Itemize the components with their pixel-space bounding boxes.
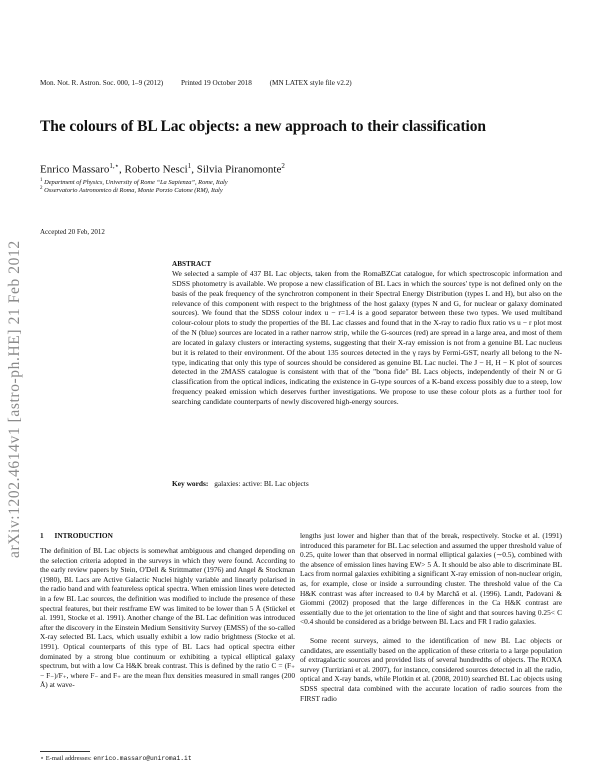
affiliation-number: 2: [40, 186, 43, 191]
affiliation-text: Department of Physics, University of Rome “La Sapienza”, Rome, Italy: [44, 179, 228, 187]
style-file: (MN LATEX style file v2.2): [269, 79, 352, 87]
intro-left-column: The definition of BL Lac objects is somewhat ambiguous and changed depending on the selection criteria adopted in the surveys in which they were found. According to the early review papers by Stein, O'Dell & Strittmatter (1976) and Angel & Stockman (1980), BL Lacs are Active Galactic Nuclei highly variable and linearly polarised in the radio band and with featureless optical spectra. When emission lines were detected in a few BL Lac sources, the definition was modified to include the presence of these spectral features, but their restframe EW was limited to be lower than 5 Å (Stückel et al. 1991, Stocke et al. 1991). Another change of the BL Lac definition was introduced after the discovery in the Einstein Medium Sensitivity Survey (EMSS) of the so-called X-ray selected BL Lacs, which usually exhibit a low radio brightness (Stocke et al. 1991). Optical counterparts of this type of BL Lacs had optical spectra either dominated by a strong blue continuum or exhibiting a typical elliptical galaxy spectrum, but with a low Ca H&K break contrast. This is defined by the ratio C = (F₊ − F₋)/F₊, where F₋ and F₊ are the mean flux densities measured in small ranges (200 Å) at wave-: [40, 546, 295, 690]
journal-reference: Mon. Not. R. Astron. Soc. 000, 1–9 (2012): [40, 79, 164, 87]
intro-paragraph: Some recent surveys, aimed to the identification of new BL Lac objects or candidates, are essentially based on the application of these criteria to a large population of extragalactic sources and provided lists of several hundredths of objects. The ROXA survey (Turriziani et al. 2007), for instance, considered sources detected in all the radio, optical and X-ray bands, while Plotkin et al. (2008, 2010) searched BL Lac objects using SDSS spectral data combined with the accurate location of radio sources from the FIRST radio: [300, 635, 562, 703]
printed-date: Printed 19 October 2018: [180, 79, 252, 87]
author-mark: 1,⋆: [109, 162, 119, 170]
section-number: 1: [40, 531, 44, 540]
author-mark: 2: [281, 162, 285, 170]
affiliation-number: 1: [40, 178, 43, 183]
affiliation: [40, 178, 228, 186]
author-name: Silvia Piranomonte: [196, 163, 282, 176]
footnote-rule: [40, 751, 90, 752]
running-header: [40, 79, 368, 87]
affiliation: [40, 186, 223, 194]
paper-title: The colours of BL Lac objects: a new approach to their classification: [40, 118, 486, 135]
keywords: [172, 479, 309, 488]
abstract-body: We selected a sample of 437 BL Lac objects, taken from the RomaBZCat catalogue, for which spectroscopic information and SDSS photometry is available. We propose a new classification of BL Lacs in which the sources' type is not defined only on the basis of the peak frequency of the synchrotron component in their Spectral Energy Distribution (types L and H), but also on the relevance of this component with respect to the brightness of the host galaxy (types N and G, for nuclear or galaxy dominated sources). We found that the SDSS colour index u − r=1.4 is a good separator between these two types. We used multiband colour-colour plots to study the properties of the BL Lac classes and found that in the X-ray to radio flux ratio vs u − r plot most of the N (blue) sources are located in a rather narrow strip, while the G-sources (red) are spread in a large area, and most of them are located in galaxy clusters or interacting systems, suggesting that their X-ray emission is not from a genuine BL Lac nucleus but it is related to their environment. Of the about 135 sources detected in the γ rays by Fermi-GST, nearly all belong to the N-type, indicating that only this type of sources should be considered as genuine BL Lac nuclei. The J − H, H − K plot of sources detected in the 2MASS catalogue is consistent with that of the "bona fide" BL Lacs objects, independently of their N or G classification from the optical indices, indicating the existence in G-type sources of a K-band excess possibly due to a steep, low frequency peaked emission which deserves further investigations. We propose to use these colour plots as a further tool for searching candidate counterparts of newly discovered high-energy sources.: [172, 269, 562, 406]
section-title: INTRODUCTION: [54, 531, 113, 540]
keywords-text: galaxies: active: BL Lac objects: [214, 479, 309, 488]
footnote: [40, 754, 192, 762]
footnote-label: E-mail addresses:: [45, 755, 92, 762]
section-heading: [40, 531, 113, 540]
abstract-heading: ABSTRACT: [172, 260, 212, 268]
author-name: Roberto Nesci: [124, 163, 188, 176]
author-name: Enrico Massaro: [40, 163, 110, 176]
keywords-label: Key words:: [172, 479, 209, 488]
affiliation-text: Osservatorio Astronomico di Roma, Monte Porzio Catone (RM), Italy: [44, 187, 223, 195]
intro-paragraph: lengths just lower and higher than that of the break, respectively. Stocke et al. (1991) introduced this parameter for BL Lac selection and assumed the upper threshold value of 0.25, quite lower than that observed in normal elliptical galaxies (∼0.5), combined with the absence of emission lines having EW> 5 Å. It should be also able to discriminate BL Lacs from normal galaxies exhibiting a significant X-ray emission of non-nuclear origin, as, for example, close or inside a surrounding cluster. The threshold value of the Ca H&K contrast was after increased to 0.4 by Marchã et al. (1996). Landt, Padovani & Giommi (2002) proposed that the large differences in the Ca H&K contrast are essentially due to the jet orientation to the line of sight and that sources having 0.25< C <0.4 should be considered as a bridge between BL Lacs and FR I radio galaxies.: [300, 531, 562, 627]
arxiv-identifier: arXiv:1202.4614v1 [astro-ph.HE] 21 Feb 2012: [6, 240, 23, 558]
author-mark: 1: [187, 162, 192, 170]
intro-right-column: [300, 531, 562, 703]
footnote-mark: ⋆: [40, 755, 45, 762]
author-list: Enrico Massaro$^{1,⋆}$, Roberto Nesci$^1$, Silvia Piranomonte$^2$: [40, 162, 285, 176]
email-link[interactable]: enrico.massaro@uniroma1.it: [93, 755, 192, 762]
accepted-date: Accepted 20 Feb, 2012: [40, 228, 105, 236]
